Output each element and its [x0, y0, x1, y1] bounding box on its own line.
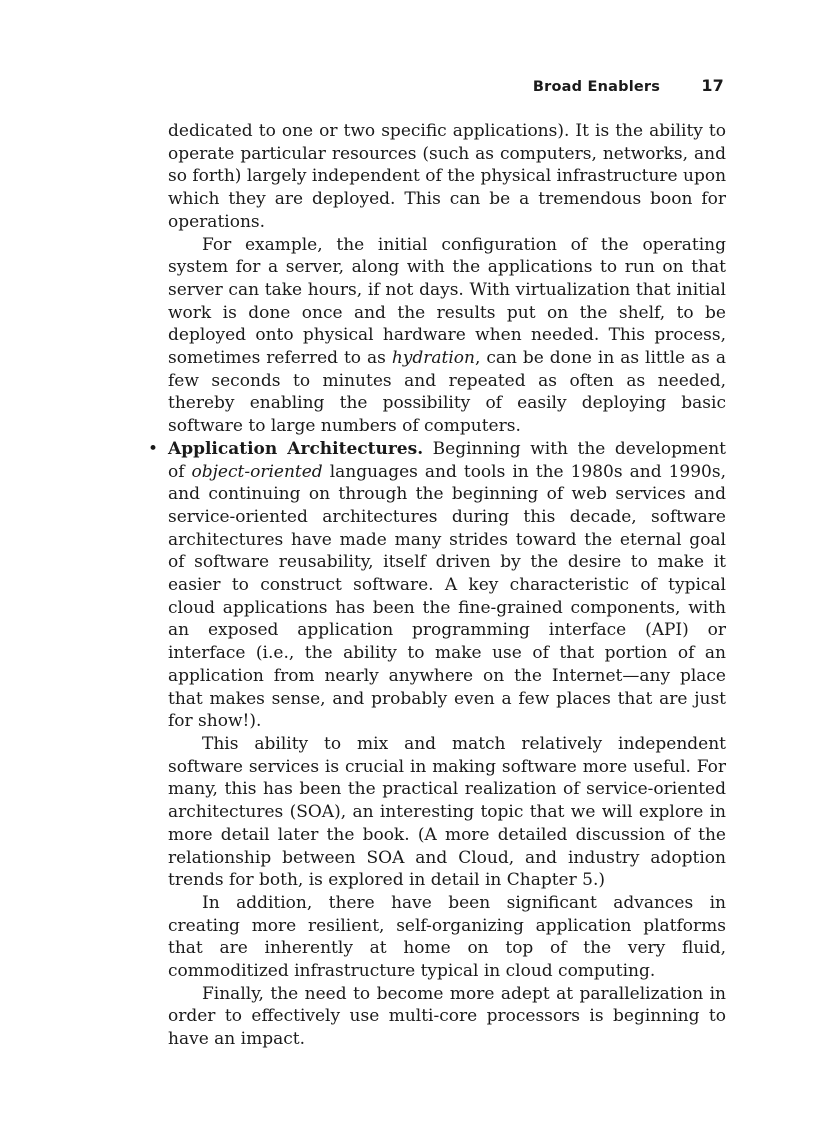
- paragraph-parallelization: Finally, the need to become more adept at parallelization in order to effectively use multi-core processors is beginning to have an impact.: [168, 983, 726, 1050]
- paragraph-mix-and-match: This ability to mix and match relatively independent software services is crucial in making software more useful. For many, this has been the practical realization of service-oriented architectures (SOA), an interesting topic that we will explore in more detail later the book. (A more detailed discussion of the relationship between SOA and Cloud, and industry adoption trends for both, is explored in detail in Chapter 5.): [168, 733, 726, 891]
- paragraph-hydration-example: [168, 234, 726, 438]
- paragraph-text: Beginning with the development of: [168, 438, 726, 482]
- term-object-oriented: object-oriented: [191, 461, 323, 482]
- chapter-title: Broad Enablers: [532, 79, 661, 95]
- paragraph-application-architectures: [168, 438, 726, 733]
- body-text: [148, 120, 727, 1051]
- term-hydration: hydration: [391, 348, 475, 369]
- paragraph-resilient-platforms: In addition, there have been significant advances in creating more resilient, self-organizing application platforms that are inherently at home on top of the very fluid, commoditized infrastructure typical in cloud computing.: [168, 892, 726, 982]
- paragraph-text: languages and tools in the 1980s and 1990s, and continuing on through the beginning of web services and service-oriented architectures during this decade, software architectures have made many strides toward the eternal goal of software reusability, itself driven by the desire to make it easier to construct software. A key characteristic of typical cloud applications has been the fine-grained components, with an exposed application programming interface (API) or interface (i.e., the ability to make use of that portion of an application from nearly anywhere on the Internet—any place that makes sense, and probably even a few places that are just for show!).: [168, 461, 726, 732]
- page-number: 17: [701, 76, 724, 95]
- bullet-item-application-architectures: [148, 438, 726, 1051]
- paragraph-text: , can be done in as little as a few seconds to minutes and repeated as often as needed, thereby enabling the possibility of easily deploying basic software to large numbers of computers.: [168, 348, 726, 437]
- bullet-icon: •: [148, 438, 159, 459]
- paragraph-virtualization-continued: dedicated to one or two specific applications). It is the ability to operate particular resources (such as computers, networks, and so forth) largely independent of the physical infrastructure upon which they are deployed. This can be a tremendous boon for operations.: [168, 121, 727, 232]
- paragraph-text: For example, the initial configuration of the operating system for a server, along with the applications to run on that server can take hours, if not days. With virtualization that initial work is done once and the results put on the shelf, to be deployed onto physical hardware when needed. This process, sometimes referred to as: [168, 234, 726, 369]
- running-head: [533, 76, 724, 95]
- bullet-heading: Application Architectures.: [168, 438, 424, 459]
